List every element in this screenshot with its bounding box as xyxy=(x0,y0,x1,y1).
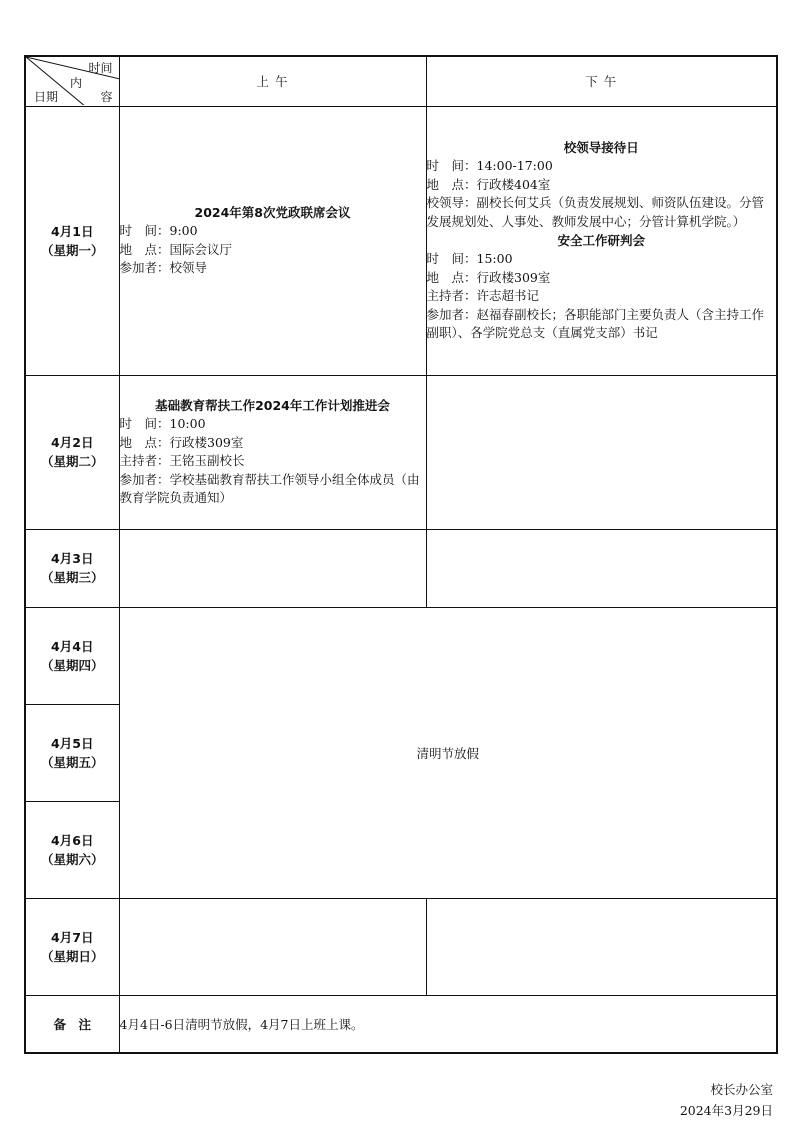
remark-row xyxy=(25,995,777,1053)
date-cell xyxy=(25,801,119,898)
corner-content-label-2: 容 xyxy=(100,90,113,105)
remark-label: 备 注 xyxy=(25,995,119,1053)
weekday-label: （星期四） xyxy=(40,657,104,673)
event-time: 时 间：14:00-17:00 xyxy=(426,158,553,174)
day-row xyxy=(25,106,777,375)
event-title: 基础教育帮扶工作2024年工作计划推进会 xyxy=(155,398,390,414)
event-host: 主持者：许志超书记 xyxy=(426,288,540,304)
afternoon-header: 下 午 xyxy=(426,56,777,106)
event-time: 时 间：10:00 xyxy=(119,416,206,432)
morning-cell xyxy=(119,529,426,607)
footer-date: 2024年3月29日 xyxy=(679,1103,773,1118)
weekday-label: （星期五） xyxy=(40,754,104,770)
schedule-table xyxy=(24,55,778,1054)
weekday-label: （星期三） xyxy=(40,570,104,585)
event-attendees: 参加者：赵福春副校长；各职能部门主要负责人（含主持工作副职）、各学院党总支（直属党支部）书记 xyxy=(426,306,765,341)
footer-office: 校长办公室 xyxy=(710,1082,773,1097)
event-time: 时 间：15:00 xyxy=(426,251,513,267)
date-cell xyxy=(25,529,119,607)
date-cell xyxy=(25,704,119,801)
afternoon-cell xyxy=(426,375,777,529)
event-attendees: 参加者：学校基础教育帮扶工作领导小组全体成员（由教育学院负责通知） xyxy=(119,471,420,506)
date-label: 4月7日 xyxy=(51,929,94,945)
date-cell xyxy=(25,898,119,995)
corner-time-label: 时间 xyxy=(88,61,113,76)
event-place: 地 点：行政楼404室 xyxy=(426,176,551,192)
date-cell xyxy=(25,375,119,529)
afternoon-cell xyxy=(426,529,777,607)
date-cell xyxy=(25,607,119,704)
date-label: 4月1日 xyxy=(51,223,94,239)
event-leader: 校领导：副校长何艾兵（负责发展规划、师资队伍建设。分管发展规划处、人事处、教师发展中心；分管计算机学院。） xyxy=(426,195,765,229)
remark-text: 4月4日-6日清明节放假，4月7日上班上课。 xyxy=(119,995,777,1053)
morning-cell xyxy=(119,375,426,529)
event-title: 校领导接待日 xyxy=(563,140,639,156)
afternoon-cell xyxy=(426,106,777,375)
event-place: 地 点：行政楼309室 xyxy=(426,269,551,285)
event-title: 2024年第8次党政联席会议 xyxy=(194,205,351,221)
header-row xyxy=(25,56,777,106)
weekday-label: （星期六） xyxy=(40,851,104,867)
morning-cell xyxy=(119,898,426,995)
date-label: 4月2日 xyxy=(51,435,94,450)
morning-cell xyxy=(119,106,426,375)
event-host: 主持者：王铭玉副校长 xyxy=(119,453,245,469)
weekday-label: （星期二） xyxy=(40,454,104,469)
event-title: 安全工作研判会 xyxy=(557,233,645,249)
event-place: 地 点：行政楼309室 xyxy=(119,434,244,450)
corner-header-cell xyxy=(25,56,119,106)
morning-header: 上 午 xyxy=(119,56,426,106)
date-cell xyxy=(25,106,119,375)
event-place: 地 点：国际会议厅 xyxy=(119,241,233,257)
event-attendees: 参加者：校领导 xyxy=(119,260,208,276)
corner-date-label: 日期 xyxy=(34,90,59,105)
afternoon-cell xyxy=(426,898,777,995)
day-row xyxy=(25,529,777,607)
holiday-cell: 清明节放假 xyxy=(119,607,777,898)
day-row xyxy=(25,898,777,995)
date-label: 4月5日 xyxy=(51,735,94,751)
event-time: 时 间：9:00 xyxy=(119,223,198,239)
day-row xyxy=(25,375,777,529)
date-label: 4月4日 xyxy=(51,638,94,654)
corner-content-label-1: 内 xyxy=(70,76,83,91)
weekday-label: （星期日） xyxy=(40,948,104,964)
weekday-label: （星期一） xyxy=(40,242,104,258)
date-label: 4月6日 xyxy=(51,832,94,848)
date-label: 4月3日 xyxy=(51,551,94,566)
day-row xyxy=(25,607,777,704)
